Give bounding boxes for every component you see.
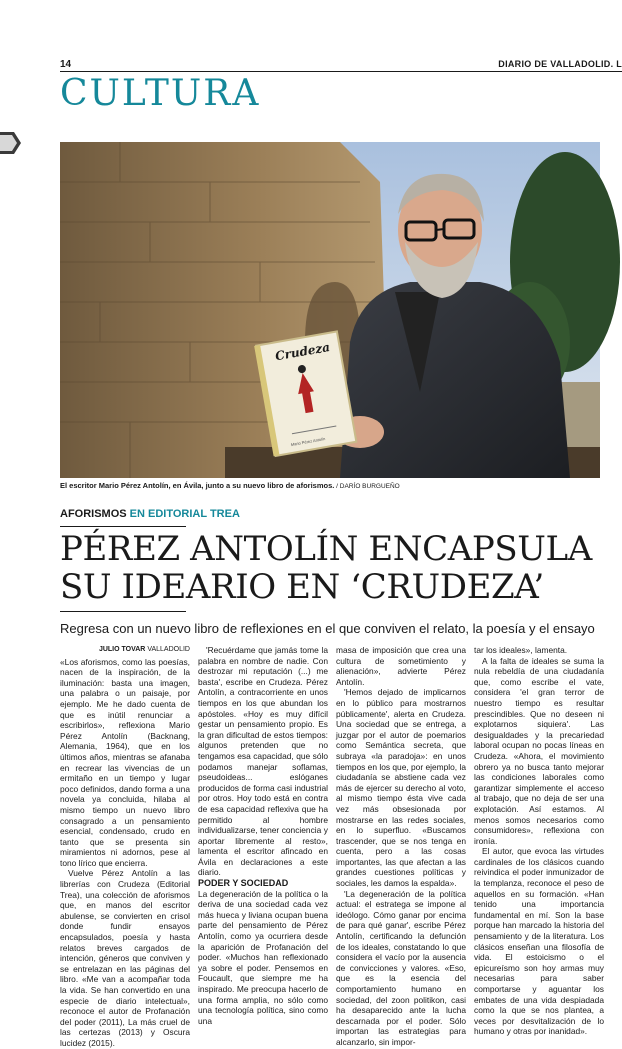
kicker-publisher: EN EDITORIAL TREA xyxy=(129,508,240,520)
paragraph: El autor, que evoca las virtudes cardinales de los clásicos cuando reivindica el poder inmunizador de la templanza, reconoce el peso de aquellos en su formación. «Han tenido una importancia fundamental en mí. Son la base porque han marcado la historia del pensamiento y de la literatura. Los clásicos enseñan una filosofía de vida. El estoicismo o el epicureísmo son hoy armas muy necesarias para saber comportarse y aguantar los embates de una vida despiadada como la que se nos plantea, a veces por desvitalización de lo humano y otras por inanidad». xyxy=(474,846,604,1037)
paragraph: A la falta de ideales se suma la nula rebeldía de una ciudadanía que, como escribe el vate, considera 'el gran terror de nuestro tiempo es resultar prescindibles. Que no deseen ni explotarnos siquiera'. Las desigualdades y la precariedad laboral ocupan no pocas líneas en Crudeza. «Ahora, el movimiento obrero ya no busca tanto mejorar las condiciones laborales como garantizar simplemente el acceso al trabajo, que no deja de ser una explotación. Así estamos. Al menos somos necesarios como consumidores», reflexiona con ironía. xyxy=(474,655,604,846)
headline xyxy=(60,530,620,606)
kicker-topic: AFORISMOS xyxy=(60,508,130,520)
paragraph: 'La degeneración de la política actual: el estratega se impone al ideólogo. Cómo ganar por encima de para qué ganar', escribe Pérez Antolín, certificando la defunción de los ideales, constatando lo que considera el vacío por la ausencia de convicciones y valores. «Eso, que es la esencia del comportamiento humano en sociedad, del zoon politikon, casi ha desaparecido ante la lucha descarnada por el poder. Sólo importan las estrategias para alcanzarlo, sin impor- xyxy=(336,888,466,1047)
paragraph: 'Recuérdame que jamás tome la palabra en nombre de nadie. Con destrozar mi reputación (...) me basta', escribe en Crudeza. Pérez Antolín, a contracorriente en unos tiempos en los que abundan los apóstoles. «Hoy es muy difícil gestar un pensamiento propio. Es la gran dificultad de estos tiempos: algunos pretenden que no tengamos esa capacidad, que sólo podamos manejar soflamas, pseudoideas... eslóganes producidos de forma casi industrial por otros. Hoy todo está en contra de esa capacidad reflexiva que ha permitido al hombre individualizarse, tener conciencia y aportar libremente al resto», lamenta el escritor afincado en Ávila en declaraciones a este diario. xyxy=(198,645,328,878)
paragraph: La degeneración de la política o la deriva de una sociedad cada vez más hueca y liviana ocupan buena parte del pensamiento de Pérez Antolín, como ya ocurriera desde la aparición de Profanación del poder. «Muchos han reflexionado ya sobre el poder. Pensemos en Foucault, que siempre me ha inspirado. Me preocupa hacerlo de una forma amplia, no sólo como una tecnología política, sino como una xyxy=(198,888,328,1026)
byline-city: VALLADOLID xyxy=(145,646,190,653)
article-column-2 xyxy=(198,645,328,1026)
kicker-rule xyxy=(60,526,186,527)
paragraph: «Los aforismos, como las poesías, nacen de la inspiración, de la iluminación: basta una imagen, una palabra o un paisaje, por ejemplo. Me he dado cuenta de que es inútil renunciar a escribirlos», reflexiona Mario Pérez Antolín (Backnang, Alemania, 1964), que en los últimos años, mientras se afanaba en recrear las vivencias de un ermitaño en un tiempo y lugar poco definidos, dando forma a una novela ya concluida, hilaba al mismo tiempo un nuevo libro consagrado a un pensamiento esencial, condensado, crudo en tanto que se presenta sin miramientos ni adornos, pese al tono lírico que encierra. xyxy=(60,656,190,868)
book-title: Crudeza xyxy=(274,340,331,364)
kicker xyxy=(60,508,240,520)
section-title: CULTURA xyxy=(60,73,261,114)
headline-line-1: PÉREZ ANTOLÍN ENCAPSULA xyxy=(60,529,592,569)
paragraph: Vuelve Pérez Antolín a las librerías con Crudeza (Editorial Trea), una colección de aforismos que, en manos del escritor abulense, se convierten en crisol donde fundir ensayos encapsulados, poesía y hasta relatos breves cargados de intención, géneros que conviven y se entrelazan en las páginas del libro. «Me van a acompañar toda la vida. Se han convertido en una especie de diario intelectual», reconoce el autor de Profanación del poder (2011), La más cruel de las certezas (2013) y Oscura lucidez (2015). xyxy=(60,868,190,1048)
page-header xyxy=(60,58,622,72)
byline xyxy=(60,645,190,656)
photo-caption xyxy=(60,481,600,490)
photo-credit: / DARÍO BURGUEÑO xyxy=(334,483,400,490)
section-subtitle: PODER Y SOCIEDAD xyxy=(198,878,289,889)
caption-text: El escritor Mario Pérez Antolín, en Ávila, junto a su nuevo libro de aforismos. xyxy=(60,481,335,490)
book-author: Mario Pérez Antolín xyxy=(290,436,326,448)
paragraph: 'Hemos dejado de implicarnos en lo público para mostrarnos públicamente', alerta en Crudeza. Una sociedad que se entrega, a juzgar por el autor de poemarios como Semántica secreta, que subraya «la paradoja»: en unos tiempos en los que, por ejemplo, la ciudadanía se abstiene cada vez más de ejercer su derecho al voto, al mismo tiempo ésta vive cada vez más obsesionada por mostrarse en las redes sociales, en lo superfluo. «Buscamos trascender, que se nos tenga en cuenta, pero a las cosas importantes, las que afectan a las grandes cuestiones políticas y sociales, les damos la espalda». xyxy=(336,687,466,889)
paragraph: tar los ideales», lamenta. xyxy=(474,645,568,655)
article-photo xyxy=(60,142,600,478)
article-body xyxy=(60,645,605,1048)
newspaper-name: DIARIO DE VALLADOLID. L xyxy=(498,59,622,69)
headline-rule xyxy=(60,611,186,612)
paragraph: masa de imposición que crea una cultura de sometimiento y alienación», advierte Pérez Antolín. xyxy=(336,645,466,687)
article-column-4 xyxy=(474,645,604,1037)
article-column-1 xyxy=(60,645,190,1048)
page-tab-arrow-icon xyxy=(0,130,22,156)
subheadline: Regresa con un nuevo libro de reflexiones en el que conviven el relato, la poesía y el ensayo xyxy=(60,621,595,636)
page-number: 14 xyxy=(60,59,72,70)
headline-line-2: SU IDEARIO EN ‘CRUDEZA’ xyxy=(60,567,544,607)
article-column-3 xyxy=(336,645,466,1047)
byline-author: JULIO TOVAR xyxy=(98,646,146,653)
